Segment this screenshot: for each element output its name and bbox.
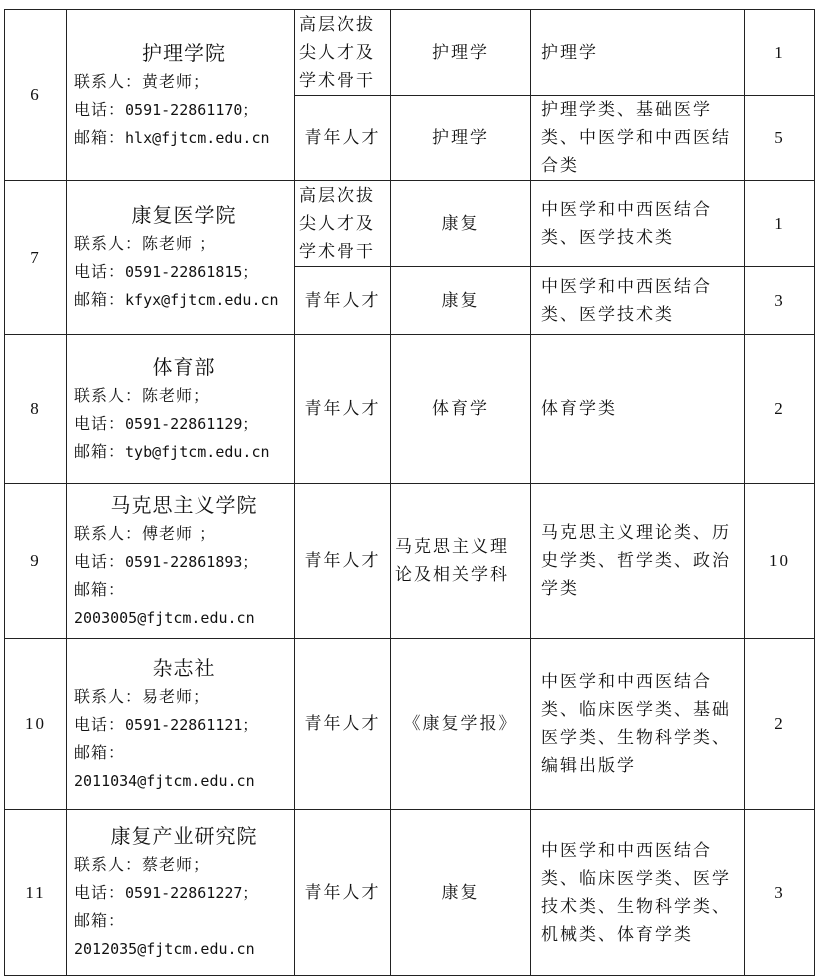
unit-name: 康复产业研究院	[110, 824, 258, 848]
contact-email	[74, 124, 294, 152]
email-label: 邮箱：	[74, 290, 126, 309]
post-requirement: 中医学和中西医结合类、临床医学类、医学技术类、生物科学类、机械类、体育学类	[531, 810, 745, 976]
table-row	[5, 810, 815, 976]
post-requirement: 体育学类	[531, 335, 745, 484]
contact-person: 联系人：陈老师；	[74, 385, 211, 405]
post-major: 《康复学报》	[391, 639, 531, 810]
phone-label: 电话：	[74, 99, 126, 119]
phone-number: 0591-22861121；	[125, 715, 258, 734]
row-number: 9	[5, 484, 67, 639]
post-major: 护理学	[391, 10, 531, 96]
row-number: 11	[5, 810, 67, 976]
unit-cell	[67, 639, 295, 810]
recruitment-table	[4, 9, 815, 976]
unit-name: 护理学院	[142, 40, 226, 65]
contact-person: 联系人：陈老师 ；	[74, 234, 217, 253]
post-major: 体育学	[391, 335, 531, 484]
contact-phone	[74, 96, 294, 124]
contact-person: 联系人：蔡老师；	[74, 855, 211, 874]
post-requirement: 中医学和中西医结合类、医学技术类	[531, 267, 745, 335]
unit-cell	[67, 335, 295, 484]
table-row	[5, 10, 815, 96]
email-label: 邮箱：	[74, 911, 126, 930]
post-type: 青年人才	[295, 267, 391, 335]
email-address: hlx@fjtcm.edu.cn	[125, 128, 270, 147]
post-type: 青年人才	[295, 484, 391, 639]
contact-email	[74, 286, 294, 314]
post-major: 马克思主义理论及相关学科	[391, 484, 531, 639]
contact-person: 联系人：易老师；	[74, 686, 211, 706]
table-row	[5, 484, 815, 639]
post-major: 康复	[391, 810, 531, 976]
phone-number: 0591-22861129；	[125, 414, 258, 433]
post-count: 2	[745, 639, 815, 810]
post-requirement: 护理学	[531, 10, 745, 96]
phone-label: 电话：	[74, 714, 126, 734]
unit-name: 马克思主义学院	[110, 492, 258, 517]
post-requirement: 马克思主义理论类、历史学类、哲学类、政治学类	[531, 484, 745, 639]
unit-name: 康复医学院	[131, 203, 237, 227]
post-type: 高层次拔尖人才及学术骨干	[295, 10, 391, 96]
email-address: 2012035@fjtcm.edu.cn	[74, 940, 255, 958]
contact-phone	[74, 711, 294, 739]
row-number: 8	[5, 335, 67, 484]
email-label: 邮箱：	[74, 441, 126, 461]
unit-name: 杂志社	[152, 655, 216, 680]
post-count: 10	[745, 484, 815, 639]
post-major: 护理学	[391, 96, 531, 181]
table-row	[5, 639, 815, 810]
post-requirement: 中医学和中西医结合类、医学技术类	[531, 181, 745, 267]
email-label: 邮箱：	[74, 742, 126, 762]
contact-phone	[74, 879, 294, 907]
email-address: kfyx@fjtcm.edu.cn	[125, 291, 279, 309]
contact-phone	[74, 548, 294, 576]
post-count: 1	[745, 10, 815, 96]
phone-number: 0591-22861170；	[125, 100, 258, 119]
phone-label: 电话：	[74, 883, 126, 902]
email-address: 2003005@fjtcm.edu.cn	[74, 608, 255, 627]
contact-phone	[74, 258, 294, 286]
post-type: 青年人才	[295, 96, 391, 181]
post-requirement: 护理学类、基础医学类、中医学和中西医结合类	[531, 96, 745, 181]
post-count: 3	[745, 267, 815, 335]
contact-email	[74, 438, 294, 466]
unit-cell	[67, 810, 295, 976]
post-count: 5	[745, 96, 815, 181]
phone-number: 0591-22861893；	[125, 552, 258, 571]
contact-person: 联系人：黄老师；	[74, 71, 211, 91]
email-address: tyb@fjtcm.edu.cn	[125, 442, 270, 461]
email-address: 2011034@fjtcm.edu.cn	[74, 771, 255, 790]
post-type: 高层次拔尖人才及学术骨干	[295, 181, 391, 267]
post-requirement: 中医学和中西医结合类、临床医学类、基础医学类、生物科学类、编辑出版学	[531, 639, 745, 810]
row-number: 7	[5, 181, 67, 335]
contact-phone	[74, 410, 294, 438]
post-count: 2	[745, 335, 815, 484]
row-number: 6	[5, 10, 67, 181]
post-major: 康复	[391, 181, 531, 267]
phone-number: 0591-22861227；	[125, 884, 258, 902]
table-row	[5, 181, 815, 267]
unit-name: 体育部	[152, 354, 216, 379]
post-major: 康复	[391, 267, 531, 335]
contact-person: 联系人：傅老师 ；	[74, 523, 217, 543]
phone-number: 0591-22861815；	[125, 263, 258, 281]
email-label: 邮箱：	[74, 127, 126, 147]
post-count: 3	[745, 810, 815, 976]
table-row	[5, 335, 815, 484]
post-type: 青年人才	[295, 639, 391, 810]
phone-label: 电话：	[74, 551, 126, 571]
unit-cell	[67, 484, 295, 639]
email-label: 邮箱：	[74, 579, 126, 599]
unit-cell	[67, 181, 295, 335]
phone-label: 电话：	[74, 413, 126, 433]
unit-cell	[67, 10, 295, 181]
phone-label: 电话：	[74, 262, 126, 281]
row-number: 10	[5, 639, 67, 810]
post-count: 1	[745, 181, 815, 267]
post-type: 青年人才	[295, 335, 391, 484]
post-type: 青年人才	[295, 810, 391, 976]
